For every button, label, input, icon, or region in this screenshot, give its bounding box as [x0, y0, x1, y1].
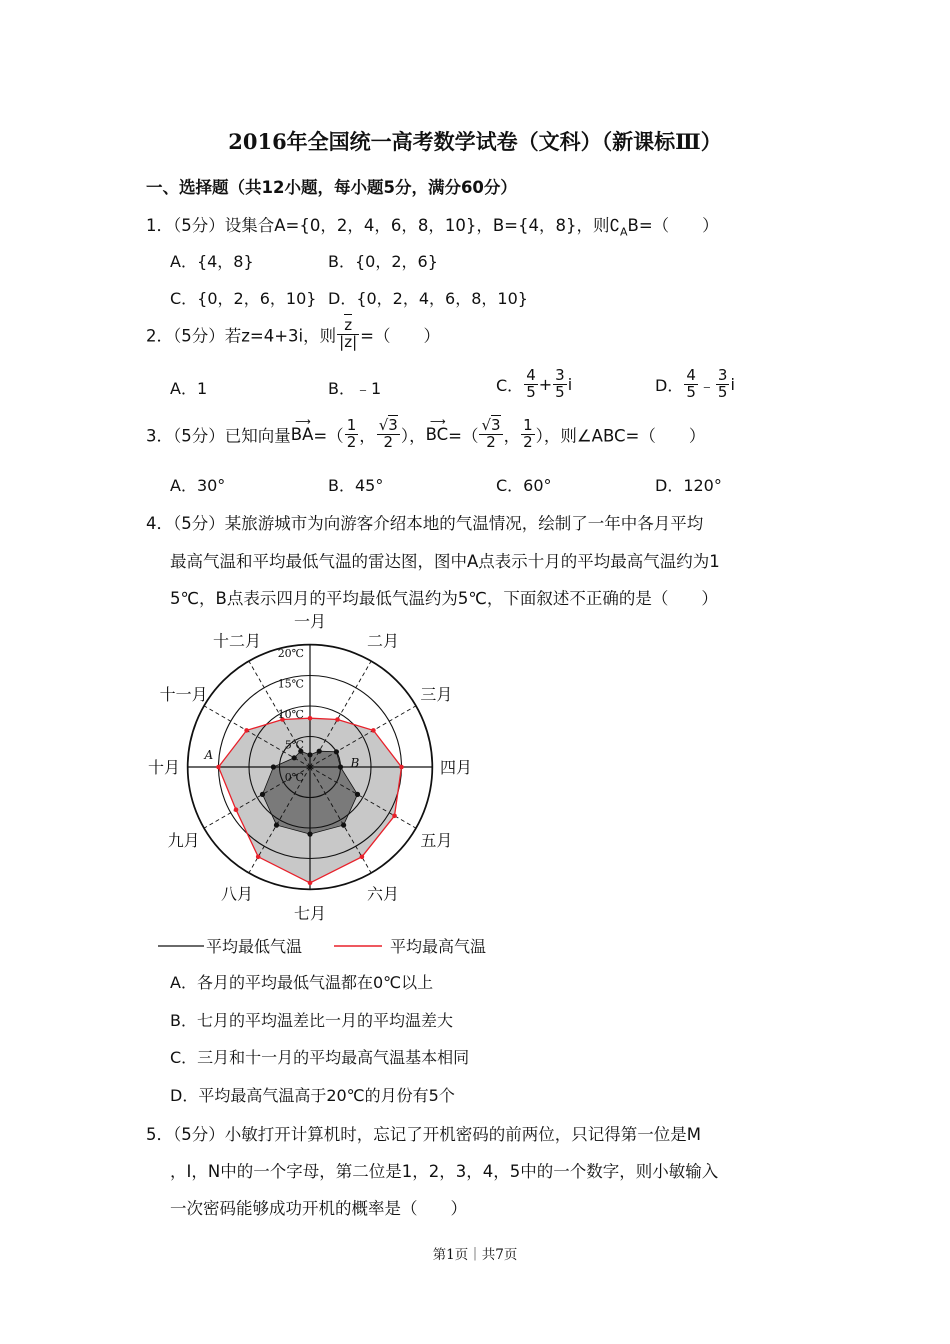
q3-option-b[interactable]: B．45° — [328, 476, 384, 495]
low-point — [292, 755, 297, 760]
question-5-line-3: 一次密码能够成功开机的概率是（ ） — [170, 1199, 467, 1218]
legend-low-label: 平均最低气温 — [206, 937, 303, 956]
vector-bc: ⟶ BC — [425, 414, 449, 444]
high-point — [399, 765, 404, 770]
complement-subscript: A — [619, 225, 628, 239]
low-point — [338, 764, 343, 769]
q4-option-b[interactable]: B．七月的平均温差比一月的平均温差大 — [170, 1011, 453, 1030]
imag-unit: i — [730, 374, 735, 394]
q3-option-d[interactable]: D．120° — [655, 476, 722, 495]
q1-option-b[interactable]: B．{0，2，6} — [328, 252, 438, 271]
low-point — [271, 764, 276, 769]
radar-chart — [140, 612, 500, 922]
question-2 — [146, 318, 440, 351]
high-point — [392, 814, 397, 819]
high-point — [371, 728, 376, 733]
point-label: A — [204, 748, 214, 762]
point-label: B — [350, 756, 360, 770]
high-point — [244, 728, 249, 733]
month-label: 三月 — [420, 685, 453, 704]
question-5-line-2: ，I，N中的一个字母，第二位是1，2，3，4，5中的一个数字，则小敏输入 — [170, 1162, 719, 1181]
month-label: 十二月 — [212, 631, 262, 651]
month-label: 十一月 — [159, 685, 208, 704]
question-2-tail: =（ ） — [360, 326, 440, 346]
comma: ， — [359, 426, 376, 446]
fraction: $\frac{1}{2}$ — [523, 416, 533, 451]
chart-legend — [156, 934, 496, 958]
high-point — [256, 855, 261, 860]
radar-chart-svg — [140, 612, 500, 922]
z-conjugate: z — [344, 316, 353, 334]
low-point — [355, 792, 360, 797]
fraction: $\frac{4}{5}$ — [526, 366, 536, 401]
vector-arrow-icon: ⟶ — [295, 414, 309, 428]
high-point — [360, 855, 365, 860]
q1-option-d[interactable]: D．{0，2，4，6，8，10} — [328, 289, 528, 308]
eq: =（ — [313, 426, 344, 446]
question-3-stem: 3．（5分）已知向量 — [146, 426, 291, 446]
comma: ， — [503, 426, 521, 446]
fraction: $\frac{3}{5}$ — [555, 366, 565, 401]
low-point — [274, 823, 279, 828]
question-1-stem: 1．（5分）设集合A={0，2，4，6，8，10}，B={4，8}，则∁ — [146, 216, 620, 235]
q2-option-c[interactable] — [496, 368, 572, 401]
imag-unit: i — [567, 374, 573, 394]
month-label: 二月 — [366, 631, 400, 651]
high-point — [308, 881, 313, 886]
fraction: $\frac{4}{5}$ — [686, 366, 696, 401]
fraction: $\frac{3}{5}$ — [717, 366, 728, 401]
z-conjugate-over-modulus — [337, 318, 359, 351]
high-point — [216, 765, 221, 770]
minus-sign: ﹣ — [698, 375, 715, 395]
q4-option-a[interactable]: A．各月的平均最低气温都在0℃以上 — [170, 973, 434, 992]
vector-ba: ⟶ BA — [290, 414, 314, 444]
low-point — [334, 749, 339, 754]
question-1 — [146, 212, 719, 238]
q2-option-a[interactable]: A．1 — [170, 379, 208, 398]
ring-label: 10℃ — [277, 708, 304, 721]
question-4-line-3: 5℃，B点表示四月的平均最低气温约为5℃，下面叙述不正确的是（ ） — [170, 589, 718, 608]
ring-label: 20℃ — [277, 647, 304, 660]
q1-option-c[interactable]: C．{0，2，6，10} — [170, 289, 317, 308]
high-point — [234, 807, 239, 812]
q4-option-d[interactable]: D．平均最高气温高于20℃的月份有5个 — [170, 1086, 455, 1105]
month-label: 八月 — [220, 884, 254, 904]
question-5-line-1: 5．（5分）小敏打开计算机时，忘记了开机密码的前两位，只记得第一位是M — [146, 1125, 701, 1144]
low-point — [307, 832, 312, 837]
month-label: 六月 — [366, 884, 400, 904]
plus-sign: + — [538, 374, 553, 394]
q1-option-a[interactable]: A．{4，8} — [170, 252, 254, 271]
section-heading: 一、选择题（共12小题，每小题5分，满分60分） — [146, 178, 517, 197]
high-point — [335, 717, 340, 722]
question-4-line-1: 4．（5分）某旅游城市为向游客介绍本地的气温情况，绘制了一年中各月平均 — [146, 514, 704, 533]
q2-option-d[interactable] — [655, 368, 735, 401]
q3-option-c[interactable]: C．60° — [496, 476, 552, 495]
high-point — [308, 716, 313, 721]
ring-label: 5℃ — [284, 738, 304, 752]
close: ）， — [400, 426, 426, 446]
month-label: 五月 — [420, 831, 453, 850]
month-label: 四月 — [439, 758, 473, 777]
q2-option-b[interactable]: B．﹣1 — [328, 379, 382, 398]
ring-label: 15℃ — [277, 677, 304, 691]
fraction: $\frac{√3}{2}$ — [481, 416, 501, 451]
q3-option-a[interactable]: A．30° — [170, 476, 226, 495]
q4-option-c[interactable]: C．三月和十一月的平均最高气温基本相同 — [170, 1048, 470, 1067]
month-label: 七月 — [293, 904, 327, 922]
low-point — [341, 823, 346, 828]
legend-high-label: 平均最高气温 — [390, 937, 487, 956]
month-label: 九月 — [167, 831, 200, 850]
low-point — [317, 749, 322, 754]
fraction: $\frac{1}{2}$ — [346, 416, 357, 451]
question-2-stem: 2．（5分）若z=4+3i，则 — [146, 326, 337, 346]
eq: =（ — [448, 426, 479, 446]
z-modulus: |z| — [339, 332, 358, 351]
question-1-tail: B=（ ） — [627, 216, 719, 235]
q2-c-label: C． — [496, 375, 524, 395]
question-3 — [146, 414, 706, 451]
question-3-tail: ），则∠ABC=（ ） — [535, 426, 706, 446]
month-label: 十月 — [147, 758, 181, 777]
fraction: $\frac{√3}{2}$ — [378, 416, 398, 451]
low-point — [307, 752, 312, 757]
ring-label: 0℃ — [284, 771, 304, 784]
question-4-line-2: 最高气温和平均最低气温的雷达图，图中A点表示十月的平均最高气温约为1 — [170, 552, 720, 571]
month-label: 一月 — [293, 612, 327, 631]
vector-arrow-icon: ⟶ — [429, 414, 444, 428]
page-footer: 第1页｜共7页 — [432, 1247, 518, 1263]
low-point — [260, 792, 265, 797]
page-title: 2016年全国统一高考数学试卷（文科）（新课标Ⅲ） — [228, 129, 722, 154]
q2-d-label: D． — [655, 375, 684, 395]
